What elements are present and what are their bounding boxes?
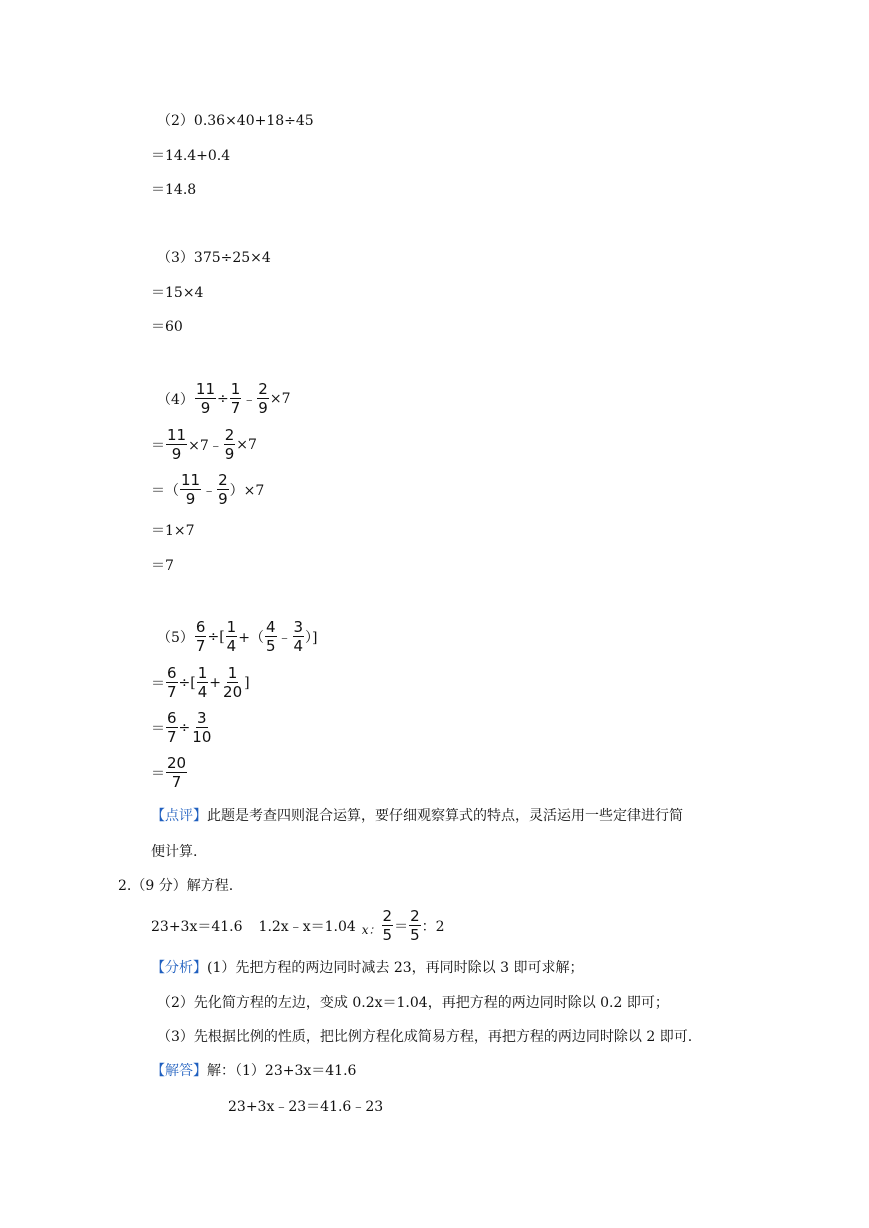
solution-text: 解：（1）23+3x＝41.6 (207, 1063, 357, 1079)
problem-2-step-2: ＝14.8 (151, 182, 197, 198)
problem-5-step-2 (151, 710, 213, 745)
equals: ＝ (394, 918, 409, 935)
problem-3-step-1: ＝15×4 (151, 285, 204, 301)
operator: ÷[ (207, 628, 225, 645)
operator: ）] (305, 629, 318, 646)
equals: ＝（ (151, 482, 179, 499)
equals: ＝ (151, 765, 165, 782)
problem-4-label: （4） (157, 391, 194, 408)
equals: ＝ (151, 675, 165, 692)
operator: ﹣ (202, 482, 217, 499)
comment-text: 此题是考查四则混合运算，要仔细观察算式的特点，灵活运用一些定律进行简 (207, 808, 683, 824)
fraction: $\frac{2}{5}$ (410, 907, 420, 944)
question-2-heading: 2.（9 分）解方程. (118, 878, 234, 894)
problem-3-title: （3）375÷25×4 (157, 250, 271, 266)
operator: ×7 (236, 436, 257, 453)
fraction: $\frac{3}{4}$ (293, 618, 304, 655)
analysis-line-3: （3）先根据比例的性质，把比例方程化成简易方程，再把方程的两边同时除以 2 即可. (157, 1029, 693, 1045)
problem-4-step-1 (151, 427, 257, 462)
analysis-tag: 【分析】 (151, 960, 207, 976)
analysis-line-1 (151, 958, 583, 978)
operator: ÷ (178, 719, 191, 736)
fraction: $\frac{2}{9}$ (258, 380, 268, 417)
equation-3-var: x： (361, 923, 381, 937)
equation-1: 23+3x＝41.6 (151, 918, 243, 935)
comment-line-1 (151, 806, 683, 826)
solution-line-2: 23+3x﹣23＝41.6﹣23 (228, 1099, 384, 1115)
analysis-text: (1）先把方程的两边同时减去 23，再同时除以 3 即可求解； (207, 960, 584, 976)
operator: ﹣ (277, 629, 292, 646)
fraction: $\frac{1}{4}$ (197, 664, 208, 701)
problem-2-step-1: ＝14.4+0.4 (151, 148, 231, 164)
fraction: $\frac{1}{7}$ (230, 380, 241, 417)
problem-3-step-2: ＝60 (151, 319, 183, 335)
comment-tag: 【点评】 (151, 808, 207, 824)
equals: ＝ (151, 720, 165, 737)
fraction: $\frac{20}{7}$ (167, 754, 187, 791)
problem-5-step-1 (151, 665, 250, 700)
operator: + (209, 674, 222, 691)
fraction: $\frac{2}{5}$ (382, 907, 393, 944)
comment-line-2: 便计算. (151, 844, 198, 860)
fraction: $\frac{2}{9}$ (218, 471, 228, 508)
fraction: $\frac{11}{9}$ (181, 471, 201, 508)
fraction: $\frac{3}{10}$ (192, 709, 212, 746)
problem-4-step-4: ＝7 (151, 558, 174, 574)
problem-2-title: （2）0.36×40+18÷45 (157, 113, 314, 129)
fraction: $\frac{1}{20}$ (223, 664, 243, 701)
solution-tag: 【解答】 (151, 1063, 207, 1079)
operator: ）×7 (229, 482, 265, 499)
fraction: $\frac{6}{7}$ (167, 709, 177, 746)
problem-5-label: （5） (157, 629, 194, 646)
fraction: $\frac{1}{4}$ (226, 618, 237, 655)
operator: ：2 (421, 918, 445, 935)
operator: ÷ (217, 390, 229, 407)
problem-4-title (157, 381, 290, 416)
operator: ×7 (269, 390, 291, 407)
fraction: $\frac{4}{5}$ (265, 618, 276, 655)
problem-5-step-3 (151, 755, 188, 790)
equation-2: 1.2x﹣x＝1.04 (258, 918, 356, 935)
analysis-line-2: （2）先化简方程的左边，变成 0.2x＝1.04，再把方程的两边同时除以 0.2 即可； (157, 995, 669, 1011)
fraction: $\frac{6}{7}$ (167, 664, 177, 701)
fraction: $\frac{11}{9}$ (167, 426, 187, 463)
fraction: $\frac{6}{7}$ (195, 618, 206, 655)
operator: ×7﹣ (188, 437, 223, 454)
operator: ] (244, 674, 250, 691)
equals: ＝ (151, 437, 165, 454)
operator: +（ (238, 629, 264, 646)
operator: ÷[ (178, 674, 196, 691)
fraction: $\frac{2}{9}$ (224, 426, 235, 463)
solution-line-1 (151, 1061, 356, 1081)
operator: ﹣ (242, 391, 257, 408)
problem-4-step-3: ＝1×7 (151, 523, 195, 539)
fraction: $\frac{11}{9}$ (195, 380, 216, 417)
problem-5-title (157, 619, 318, 654)
problem-4-step-2 (151, 472, 264, 507)
question-2-equations (151, 908, 445, 943)
